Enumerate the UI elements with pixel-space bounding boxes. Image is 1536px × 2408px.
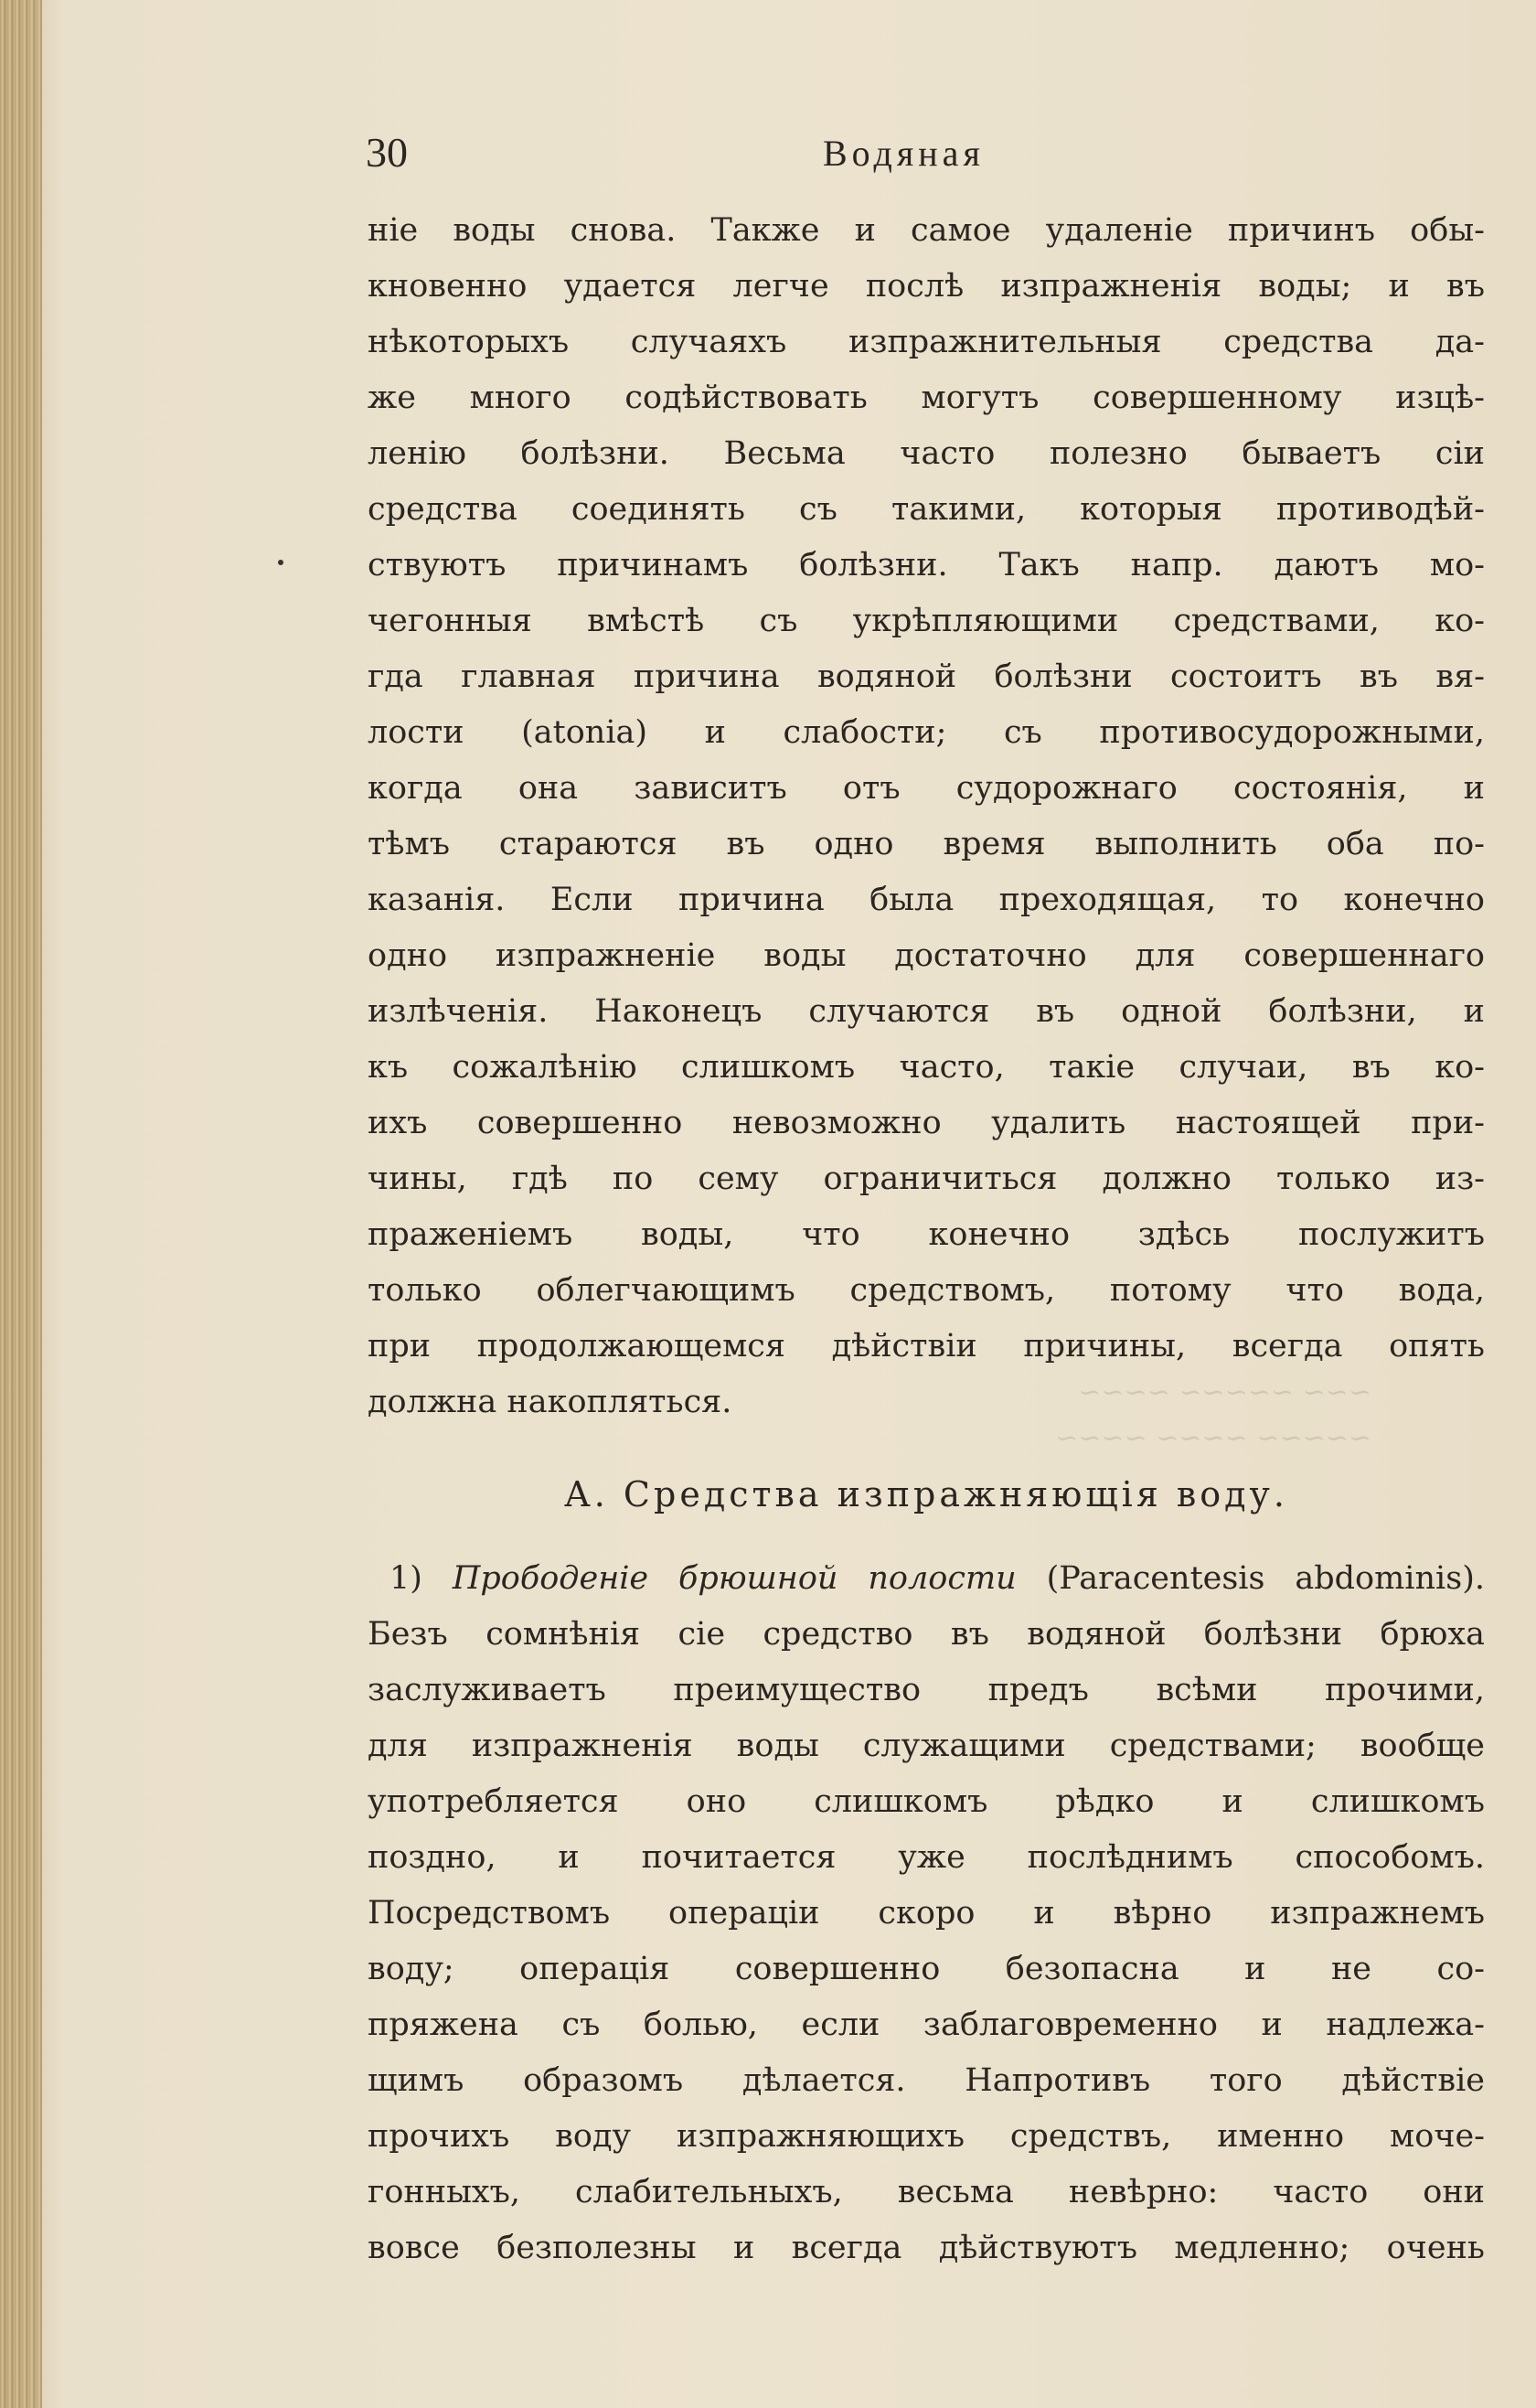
text-line: воду; операція совершенно безопасна и не со- (368, 1951, 1485, 1987)
text-line: лости (atonia) и слабости; съ противосудорожными, (368, 714, 1485, 751)
item-number: 1) (389, 1560, 422, 1597)
ink-speck (278, 560, 283, 565)
text-line: ніе воды снова. Также и самое удаленіе причинъ обы- (368, 212, 1485, 249)
text-line: ихъ совершенно невозможно удалить настоящей при- (368, 1105, 1485, 1141)
page-header (366, 128, 1490, 192)
section-heading: А. Средства изпражняющія воду. (564, 1474, 1288, 1514)
text-line: должна накопляться. (368, 1384, 732, 1420)
latin-term: (Paracentesis abdominis). (1046, 1560, 1485, 1597)
text-line: средства соединять съ такими, которыя противодѣй- (368, 491, 1485, 528)
show-through-mark: ~~~ ~~~~~ ~~~~ (1078, 1376, 1371, 1408)
text-line: при продолжающемся дѣйствіи причины, всегда опять (368, 1328, 1485, 1365)
text-line: гда главная причина водяной болѣзни состоитъ въ вя- (368, 658, 1485, 695)
text-line: поздно, и почитается уже послѣднимъ способомъ. (368, 1839, 1485, 1876)
text-line: кновенно удается легче послѣ изпражненія воды; и въ (368, 268, 1485, 305)
paragraph-continuation (368, 203, 1485, 1430)
text-line: для изпражненія воды служащими средствами; вообще (368, 1728, 1485, 1764)
text-line: чины, гдѣ по сему ограничиться должно только из- (368, 1161, 1485, 1197)
text-line: щимъ образомъ дѣлается. Напротивъ того дѣйствіе (368, 2062, 1485, 2099)
text-line: употребляется оно слишкомъ рѣдко и слишкомъ (368, 1783, 1485, 1820)
text-line: гонныхъ, слабительныхъ, весьма невѣрно: часто они (368, 2174, 1485, 2210)
text-line: ленію болѣзни. Весьма часто полезно бываетъ сіи (368, 435, 1485, 472)
text-line: нѣкоторыхъ случаяхъ изпражнительныя средства да- (368, 324, 1485, 360)
page-number: 30 (366, 129, 408, 176)
text-line: заслуживаетъ преимущество предъ всѣми прочими, (368, 1672, 1485, 1708)
text-line: чегонныя вмѣстѣ съ укрѣпляющими средствами, ко- (368, 603, 1485, 639)
text-line: когда она зависитъ отъ судорожнаго состоянія, и (368, 770, 1485, 807)
text-line: пряжена съ болью, если заблаговременно и надлежа- (368, 2007, 1485, 2043)
text-line: прочихъ воду изпражняющихъ средствъ, именно моче- (368, 2118, 1485, 2155)
text-line: одно изпражненіе воды достаточно для совершеннаго (368, 937, 1485, 974)
text-line: излѣченія. Наконецъ случаются въ одной болѣзни, и (368, 993, 1485, 1030)
text-line: тѣмъ стараются въ одно время выполнить оба по- (368, 826, 1485, 862)
text-line: къ сожалѣнію слишкомъ часто, такіе случаи, въ ко- (368, 1049, 1485, 1086)
text-line: ствуютъ причинамъ болѣзни. Такъ напр. даютъ мо- (368, 547, 1485, 583)
text-line: Безъ сомнѣнія сіе средство въ водяной болѣзни брюха (368, 1616, 1485, 1653)
text-line: вовсе безполезны и всегда дѣйствуютъ медленно; очень (368, 2230, 1485, 2266)
text-line: праженіемъ воды, что конечно здѣсь послужитъ (368, 1216, 1485, 1253)
text-line: только облегчающимъ средствомъ, потому что вода, (368, 1272, 1485, 1309)
paragraph-first-line (368, 1551, 1485, 1607)
paragraph-paracentesis (368, 1551, 1485, 2276)
page-spine-edge (0, 0, 42, 2408)
running-head: Водяная (823, 133, 985, 174)
text-line: Посредствомъ операціи скоро и вѣрно изпражнемъ (368, 1895, 1485, 1932)
text-line: же много содѣйствовать могутъ совершенному изцѣ- (368, 380, 1485, 416)
text-line: казанія. Если причина была преходящая, то конечно (368, 882, 1485, 918)
show-through-mark: ~~~~~ ~~~~ ~~~~ (1055, 1422, 1371, 1454)
item-title: Прободеніе брюшной полости (452, 1560, 1017, 1597)
